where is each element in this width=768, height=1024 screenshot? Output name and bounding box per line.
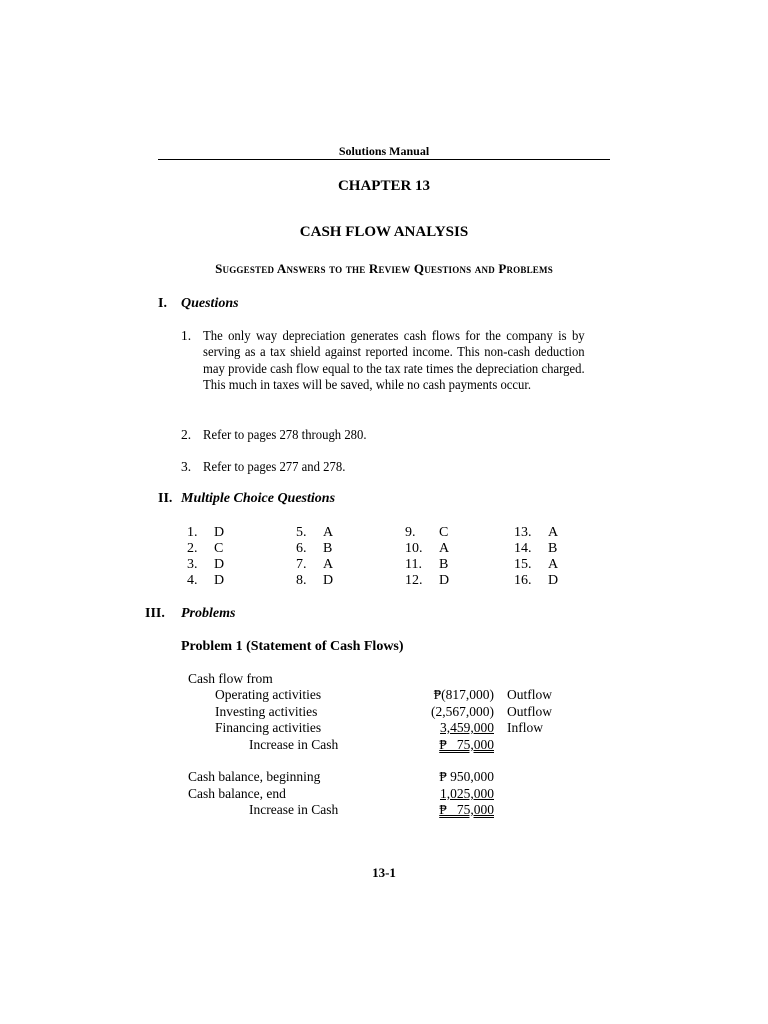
mc-answer: C xyxy=(439,525,449,540)
mc-number: 9. xyxy=(405,525,416,540)
chapter-heading: CHAPTER 13 xyxy=(337,178,431,194)
question-3-number: 3. xyxy=(181,459,192,474)
question-2-answer: Refer to pages 278 through 280. xyxy=(203,427,367,442)
balance-total-label: Increase in Cash xyxy=(249,802,339,817)
mc-answer: B xyxy=(439,557,449,572)
mc-number: 12. xyxy=(405,573,423,588)
cf-row-label: Investing activities xyxy=(215,704,318,719)
mc-answer: A xyxy=(439,541,450,556)
mc-answer: A xyxy=(548,557,559,572)
mc-answer: A xyxy=(323,525,334,540)
mc-answer: D xyxy=(323,573,334,588)
mc-answer: C xyxy=(214,541,224,556)
problem-1-title: Problem 1 (Statement of Cash Flows) xyxy=(181,639,404,654)
mc-answer: D xyxy=(439,573,450,588)
cf-row-note: Inflow xyxy=(507,720,543,735)
chapter-subtitle: Suggested Answers to the Review Questions and Problems xyxy=(215,261,553,276)
mc-answer: D xyxy=(548,573,559,588)
balance-amount-double-underlined: ₱ 75,000 xyxy=(439,802,494,817)
cf-row-note: Outflow xyxy=(507,687,552,702)
running-header: Solutions Manual xyxy=(338,144,430,158)
mc-number: 5. xyxy=(296,525,307,540)
section-3-title: Problems xyxy=(181,606,236,621)
mc-number: 7. xyxy=(296,557,307,572)
cf-total-label: Increase in Cash xyxy=(249,737,339,752)
cf-row-amount xyxy=(384,720,494,736)
mc-answer: A xyxy=(323,557,334,572)
header-rule xyxy=(158,159,610,160)
mc-answer: D xyxy=(214,573,225,588)
balance-amount-underlined: 1,025,000 xyxy=(440,786,494,801)
question-2-number: 2. xyxy=(181,427,192,442)
section-3-number: III. xyxy=(145,606,165,621)
question-1-number: 1. xyxy=(181,328,192,343)
question-3-answer: Refer to pages 277 and 278. xyxy=(203,459,346,474)
cf-row-amount: (2,567,000) xyxy=(431,704,494,719)
mc-number: 11. xyxy=(405,557,422,572)
mc-number: 13. xyxy=(514,525,532,540)
mc-number: 3. xyxy=(187,557,198,572)
balance-row-label: Cash balance, beginning xyxy=(188,769,321,784)
cf-amount-double-underlined: ₱ 75,000 xyxy=(439,737,494,752)
section-1-title: Questions xyxy=(181,296,239,311)
mc-answer: D xyxy=(214,557,225,572)
cf-row-note: Outflow xyxy=(507,704,552,719)
chapter-title: CASH FLOW ANALYSIS xyxy=(299,224,469,240)
mc-answer: B xyxy=(323,541,333,556)
cf-row-label: Financing activities xyxy=(215,720,322,735)
balance-row-amount xyxy=(384,786,494,802)
mc-number: 6. xyxy=(296,541,307,556)
balance-row-label: Cash balance, end xyxy=(188,786,286,801)
mc-number: 1. xyxy=(187,525,198,540)
question-1-answer: The only way depreciation generates cash flows for the company is by serving as a tax shield against reported income. This non-cash deduction may provide cash flow equal to the tax rate times the depreciation charged. This much in taxes will be saved, while no cash payments occur. xyxy=(203,328,585,392)
section-2-number: II. xyxy=(158,491,173,506)
mc-number: 14. xyxy=(514,541,532,556)
balance-row-amount: ₱ 950,000 xyxy=(439,769,494,784)
cf-row-amount: ₱(817,000) xyxy=(433,687,494,702)
cf-total-amount xyxy=(384,737,494,753)
mc-answer: D xyxy=(214,525,225,540)
mc-number: 15. xyxy=(514,557,532,572)
balance-total-amount xyxy=(384,802,494,818)
cf-amount-underlined: 3,459,000 xyxy=(440,720,494,735)
mc-number: 8. xyxy=(296,573,307,588)
mc-answer: B xyxy=(548,541,558,556)
cf-row-label: Operating activities xyxy=(215,687,322,702)
mc-number: 4. xyxy=(187,573,198,588)
section-1-number: I. xyxy=(158,296,167,311)
mc-number: 16. xyxy=(514,573,532,588)
page-number: 13-1 xyxy=(372,865,396,880)
mc-number: 2. xyxy=(187,541,198,556)
cash-flow-from-label: Cash flow from xyxy=(188,671,273,686)
mc-answer: A xyxy=(548,525,559,540)
section-2-title: Multiple Choice Questions xyxy=(181,491,336,506)
mc-number: 10. xyxy=(405,541,423,556)
